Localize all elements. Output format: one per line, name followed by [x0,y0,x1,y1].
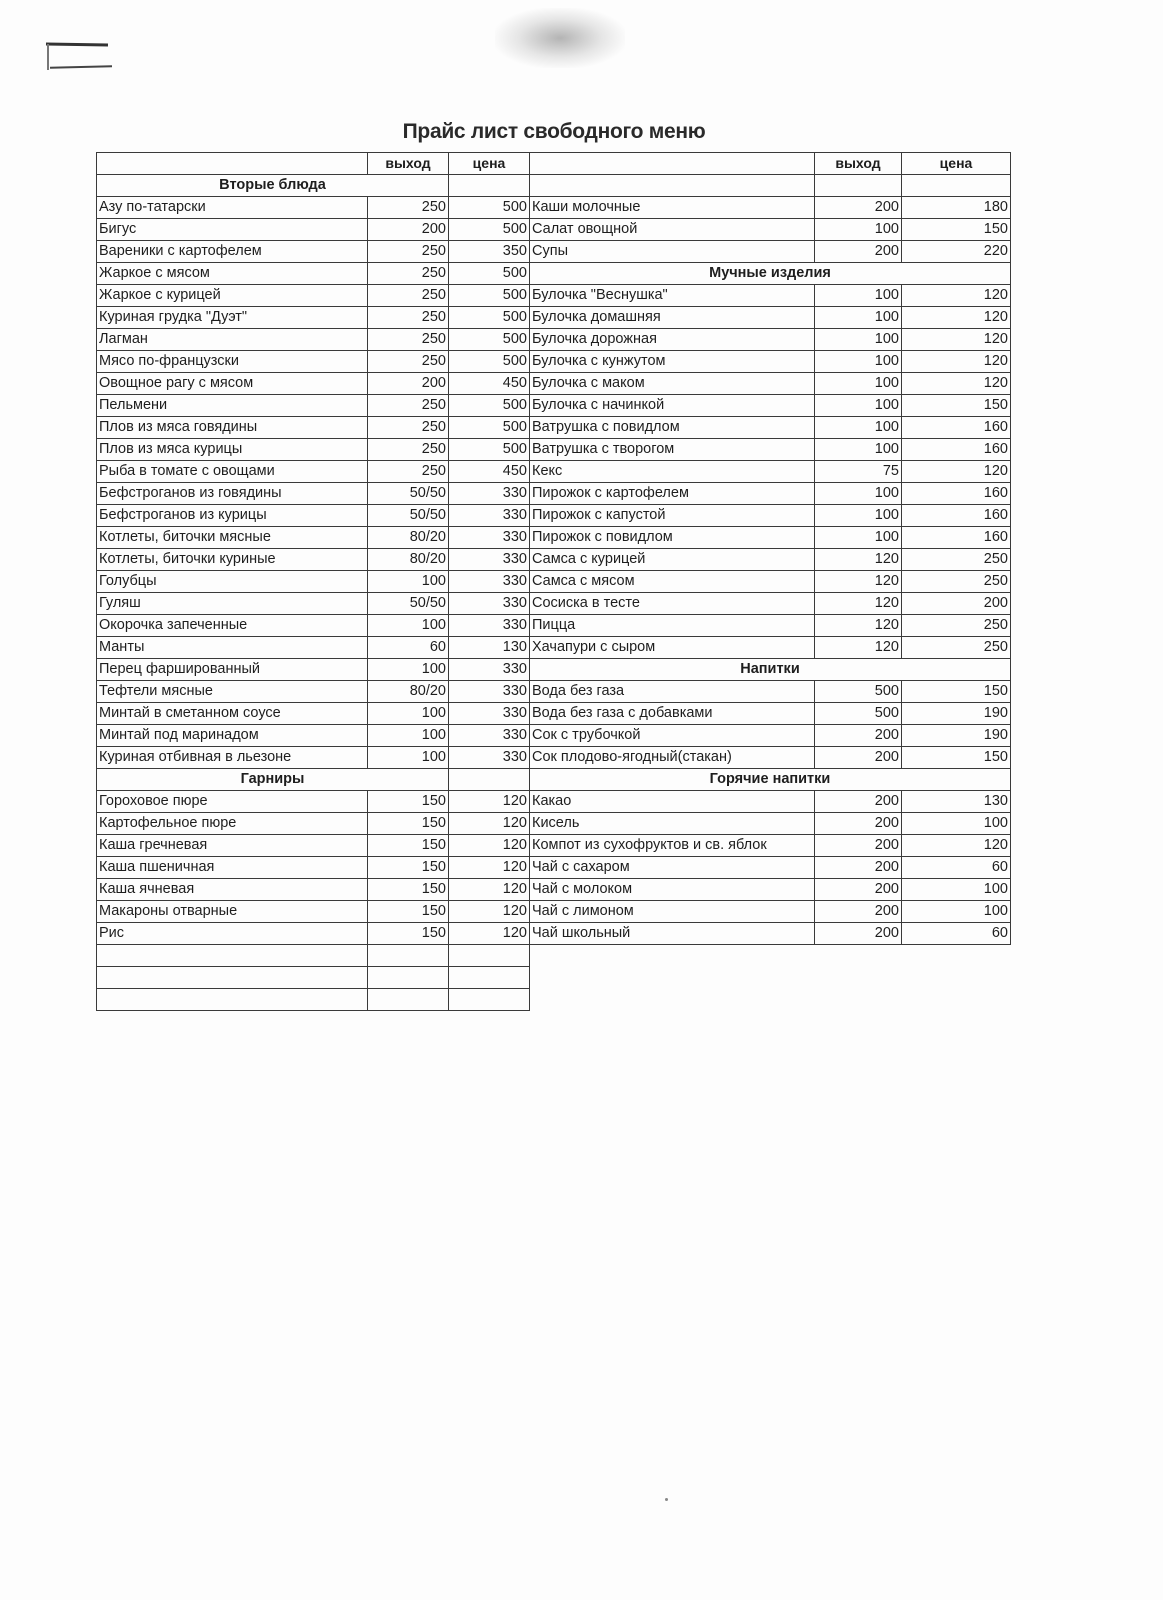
header-name-right [530,153,815,175]
item-price: 250 [902,615,1011,637]
item-name: Сок с трубочкой [530,725,815,747]
price-table-body [97,153,1011,1011]
item-portion: 200 [815,923,902,945]
item-price: 330 [449,615,530,637]
item-price: 450 [449,461,530,483]
item-portion: 250 [368,241,449,263]
item-price: 130 [449,637,530,659]
item-name: Каши молочные [530,197,815,219]
item-name: Окорочка запеченные [97,615,368,637]
table-row [97,593,1011,615]
item-portion: 200 [368,373,449,395]
item-portion: 50/50 [368,483,449,505]
item-price: 330 [449,681,530,703]
item-portion: 60 [368,637,449,659]
item-portion: 100 [815,219,902,241]
item-price: 330 [449,703,530,725]
item-name [97,945,368,967]
item-name: Сок плодово-ягодный(стакан) [530,747,815,769]
item-name: Чай с лимоном [530,901,815,923]
item-portion: 80/20 [368,549,449,571]
item-portion: 100 [815,373,902,395]
item-price: 60 [902,923,1011,945]
section-heading: Гарниры [97,769,449,791]
item-name: Каша ячневая [97,879,368,901]
item-portion: 150 [368,813,449,835]
item-portion: 120 [815,637,902,659]
item-portion: 100 [815,351,902,373]
item-name: Супы [530,241,815,263]
item-name: Кекс [530,461,815,483]
table-row [97,879,1011,901]
item-portion: 500 [815,703,902,725]
table-row [97,571,1011,593]
item-portion: 100 [368,747,449,769]
item-portion: 100 [815,505,902,527]
item-name: Котлеты, биточки куриные [97,549,368,571]
item-price: 120 [449,901,530,923]
item-portion: 500 [815,681,902,703]
item-portion: 100 [815,527,902,549]
item-portion [368,945,449,967]
item-price: 330 [449,725,530,747]
table-row [97,835,1011,857]
item-price: 100 [902,901,1011,923]
item-portion: 250 [368,351,449,373]
table-row [97,615,1011,637]
item-price: 250 [902,549,1011,571]
item-portion: 120 [815,549,902,571]
item-portion: 200 [815,835,902,857]
item-name: Булочка дорожная [530,329,815,351]
item-name: Плов из мяса курицы [97,439,368,461]
item-portion: 250 [368,395,449,417]
header-name-left [97,153,368,175]
empty-cell [815,175,902,197]
table-row [97,901,1011,923]
item-name: Ватрушка с повидлом [530,417,815,439]
item-portion: 50/50 [368,593,449,615]
item-portion: 80/20 [368,681,449,703]
item-portion: 200 [815,725,902,747]
item-name: Минтай под маринадом [97,725,368,747]
item-price: 330 [449,593,530,615]
item-price [449,967,530,989]
item-portion: 200 [815,241,902,263]
item-name: Каша гречневая [97,835,368,857]
header-price-right: цена [902,153,1011,175]
item-price: 180 [902,197,1011,219]
item-portion: 250 [368,263,449,285]
item-price: 190 [902,703,1011,725]
item-portion: 100 [368,659,449,681]
empty-cell [902,175,1011,197]
item-price: 500 [449,351,530,373]
table-row [97,373,1011,395]
scan-mark [46,42,108,46]
item-name: Плов из мяса говядины [97,417,368,439]
table-row [97,351,1011,373]
section-heading-price-cell [449,175,530,197]
item-name: Булочка с кунжутом [530,351,815,373]
table-row [97,263,1011,285]
item-name: Жаркое с курицей [97,285,368,307]
item-portion: 250 [368,329,449,351]
item-price: 500 [449,439,530,461]
item-portion: 200 [815,879,902,901]
item-portion: 250 [368,439,449,461]
item-name [97,989,368,1011]
item-price: 120 [449,791,530,813]
table-row [97,175,1011,197]
item-portion: 100 [368,615,449,637]
item-price: 100 [902,813,1011,835]
section-heading: Напитки [530,659,1011,681]
item-price: 200 [902,593,1011,615]
item-name: Перец фаршированный [97,659,368,681]
item-price: 250 [902,571,1011,593]
item-name: Булочка домашняя [530,307,815,329]
header-price-left: цена [449,153,530,175]
item-name: Овощное рагу с мясом [97,373,368,395]
item-name: Пицца [530,615,815,637]
item-price: 220 [902,241,1011,263]
table-row [97,285,1011,307]
scan-smudge [495,8,625,68]
item-price: 500 [449,329,530,351]
item-name: Жаркое с мясом [97,263,368,285]
item-portion: 100 [815,439,902,461]
item-portion: 150 [368,901,449,923]
item-portion [368,967,449,989]
item-portion: 75 [815,461,902,483]
item-name: Булочка с начинкой [530,395,815,417]
section-heading: Вторые блюда [97,175,449,197]
item-price: 120 [449,813,530,835]
item-price: 500 [449,219,530,241]
item-name: Голубцы [97,571,368,593]
item-portion: 100 [815,329,902,351]
table-row [97,219,1011,241]
item-name: Салат овощной [530,219,815,241]
item-name: Пирожок с капустой [530,505,815,527]
item-price: 60 [902,857,1011,879]
item-name: Булочка с маком [530,373,815,395]
item-price: 120 [902,307,1011,329]
scan-mark [47,44,49,70]
item-price: 500 [449,417,530,439]
item-price: 500 [449,307,530,329]
item-name: Вареники с картофелем [97,241,368,263]
item-price: 160 [902,483,1011,505]
item-price: 330 [449,571,530,593]
item-price: 120 [449,857,530,879]
item-price: 120 [902,285,1011,307]
item-price: 500 [449,395,530,417]
item-name: Бигус [97,219,368,241]
item-name: Мясо по-французски [97,351,368,373]
table-row [97,791,1011,813]
item-price: 330 [449,549,530,571]
item-portion: 250 [368,461,449,483]
table-row [97,725,1011,747]
item-price: 330 [449,505,530,527]
item-name: Лагман [97,329,368,351]
item-price: 120 [449,923,530,945]
item-price: 120 [902,835,1011,857]
item-price: 120 [902,461,1011,483]
item-price: 160 [902,505,1011,527]
item-name: Кисель [530,813,815,835]
table-row [97,439,1011,461]
item-price: 250 [902,637,1011,659]
item-price: 500 [449,285,530,307]
item-price: 500 [449,197,530,219]
item-name: Бефстроганов из курицы [97,505,368,527]
item-price: 330 [449,527,530,549]
item-price: 500 [449,263,530,285]
item-name: Рыба в томате с овощами [97,461,368,483]
table-row [97,923,1011,945]
item-name: Пельмени [97,395,368,417]
scan-mark [50,65,112,69]
item-portion: 150 [368,835,449,857]
table-row [97,857,1011,879]
table-row [97,461,1011,483]
table-row [97,241,1011,263]
item-portion: 100 [815,483,902,505]
item-name: Вода без газа [530,681,815,703]
item-price: 120 [902,373,1011,395]
section-heading: Мучные изделия [530,263,1011,285]
item-portion: 200 [368,219,449,241]
item-price: 130 [902,791,1011,813]
table-row [97,659,1011,681]
item-name: Котлеты, биточки мясные [97,527,368,549]
item-portion: 200 [815,857,902,879]
item-portion: 120 [815,571,902,593]
scan-dot [665,1498,668,1501]
item-price: 160 [902,439,1011,461]
item-price: 150 [902,395,1011,417]
item-name: Бефстроганов из говядины [97,483,368,505]
item-price: 350 [449,241,530,263]
item-name: Манты [97,637,368,659]
item-portion: 50/50 [368,505,449,527]
item-name: Минтай в сметанном соусе [97,703,368,725]
empty-area [530,989,1011,1011]
item-name: Самса с курицей [530,549,815,571]
item-price: 330 [449,659,530,681]
item-portion: 200 [815,197,902,219]
table-row [97,967,1011,989]
section-heading: Горячие напитки [530,769,1011,791]
header-portion-right: выход [815,153,902,175]
item-price: 120 [902,329,1011,351]
table-row [97,197,1011,219]
table-row [97,307,1011,329]
item-portion: 150 [368,923,449,945]
table-row [97,945,1011,967]
item-portion: 100 [815,395,902,417]
item-price: 150 [902,681,1011,703]
item-name: Чай школьный [530,923,815,945]
item-portion: 120 [815,615,902,637]
item-name: Каша пшеничная [97,857,368,879]
table-row [97,989,1011,1011]
item-price: 120 [449,835,530,857]
item-name: Компот из сухофруктов и св. яблок [530,835,815,857]
item-name: Макароны отварные [97,901,368,923]
section-heading-price-cell [449,769,530,791]
empty-area [530,945,1011,967]
item-name: Какао [530,791,815,813]
item-price: 330 [449,483,530,505]
item-name: Азу по-татарски [97,197,368,219]
item-name: Вода без газа с добавками [530,703,815,725]
item-name: Сосиска в тесте [530,593,815,615]
table-header-row [97,153,1011,175]
item-price: 160 [902,527,1011,549]
table-row [97,549,1011,571]
item-price: 150 [902,219,1011,241]
price-table [96,152,1011,1011]
item-name: Куриная грудка "Дуэт" [97,307,368,329]
item-name: Гороховое пюре [97,791,368,813]
item-name: Картофельное пюре [97,813,368,835]
table-row [97,703,1011,725]
item-portion: 150 [368,857,449,879]
item-portion: 250 [368,307,449,329]
item-name: Рис [97,923,368,945]
item-price: 190 [902,725,1011,747]
item-price: 150 [902,747,1011,769]
header-portion-left: выход [368,153,449,175]
item-portion: 200 [815,747,902,769]
item-name: Пирожок с повидлом [530,527,815,549]
item-name: Самса с мясом [530,571,815,593]
item-name: Ватрушка с творогом [530,439,815,461]
table-row [97,747,1011,769]
table-row [97,417,1011,439]
table-row [97,813,1011,835]
item-price [449,989,530,1011]
table-row [97,681,1011,703]
item-name: Чай с молоком [530,879,815,901]
item-name: Куриная отбивная в льезоне [97,747,368,769]
item-price [449,945,530,967]
item-price: 450 [449,373,530,395]
item-name: Чай с сахаром [530,857,815,879]
item-portion: 150 [368,879,449,901]
item-portion: 100 [368,703,449,725]
item-portion: 100 [815,417,902,439]
item-portion: 200 [815,813,902,835]
item-name: Булочка "Веснушка" [530,285,815,307]
item-portion: 80/20 [368,527,449,549]
empty-area [530,967,1011,989]
item-price: 100 [902,879,1011,901]
item-portion: 100 [815,307,902,329]
item-price: 160 [902,417,1011,439]
item-name: Тефтели мясные [97,681,368,703]
item-portion: 250 [368,197,449,219]
table-row [97,769,1011,791]
item-portion: 250 [368,285,449,307]
item-name: Хачапури с сыром [530,637,815,659]
table-row [97,505,1011,527]
item-portion [368,989,449,1011]
item-portion: 150 [368,791,449,813]
item-portion: 200 [815,901,902,923]
item-portion: 250 [368,417,449,439]
table-row [97,637,1011,659]
table-row [97,329,1011,351]
table-row [97,483,1011,505]
item-portion: 100 [368,725,449,747]
item-name [97,967,368,989]
item-portion: 100 [815,285,902,307]
document-title: Прайс лист свободного меню [402,120,706,143]
table-row [97,527,1011,549]
item-portion: 200 [815,791,902,813]
item-price: 120 [902,351,1011,373]
item-name: Пирожок с картофелем [530,483,815,505]
item-name: Гуляш [97,593,368,615]
empty-cell [530,175,815,197]
item-portion: 120 [815,593,902,615]
item-price: 330 [449,747,530,769]
item-portion: 100 [368,571,449,593]
table-row [97,395,1011,417]
item-price: 120 [449,879,530,901]
